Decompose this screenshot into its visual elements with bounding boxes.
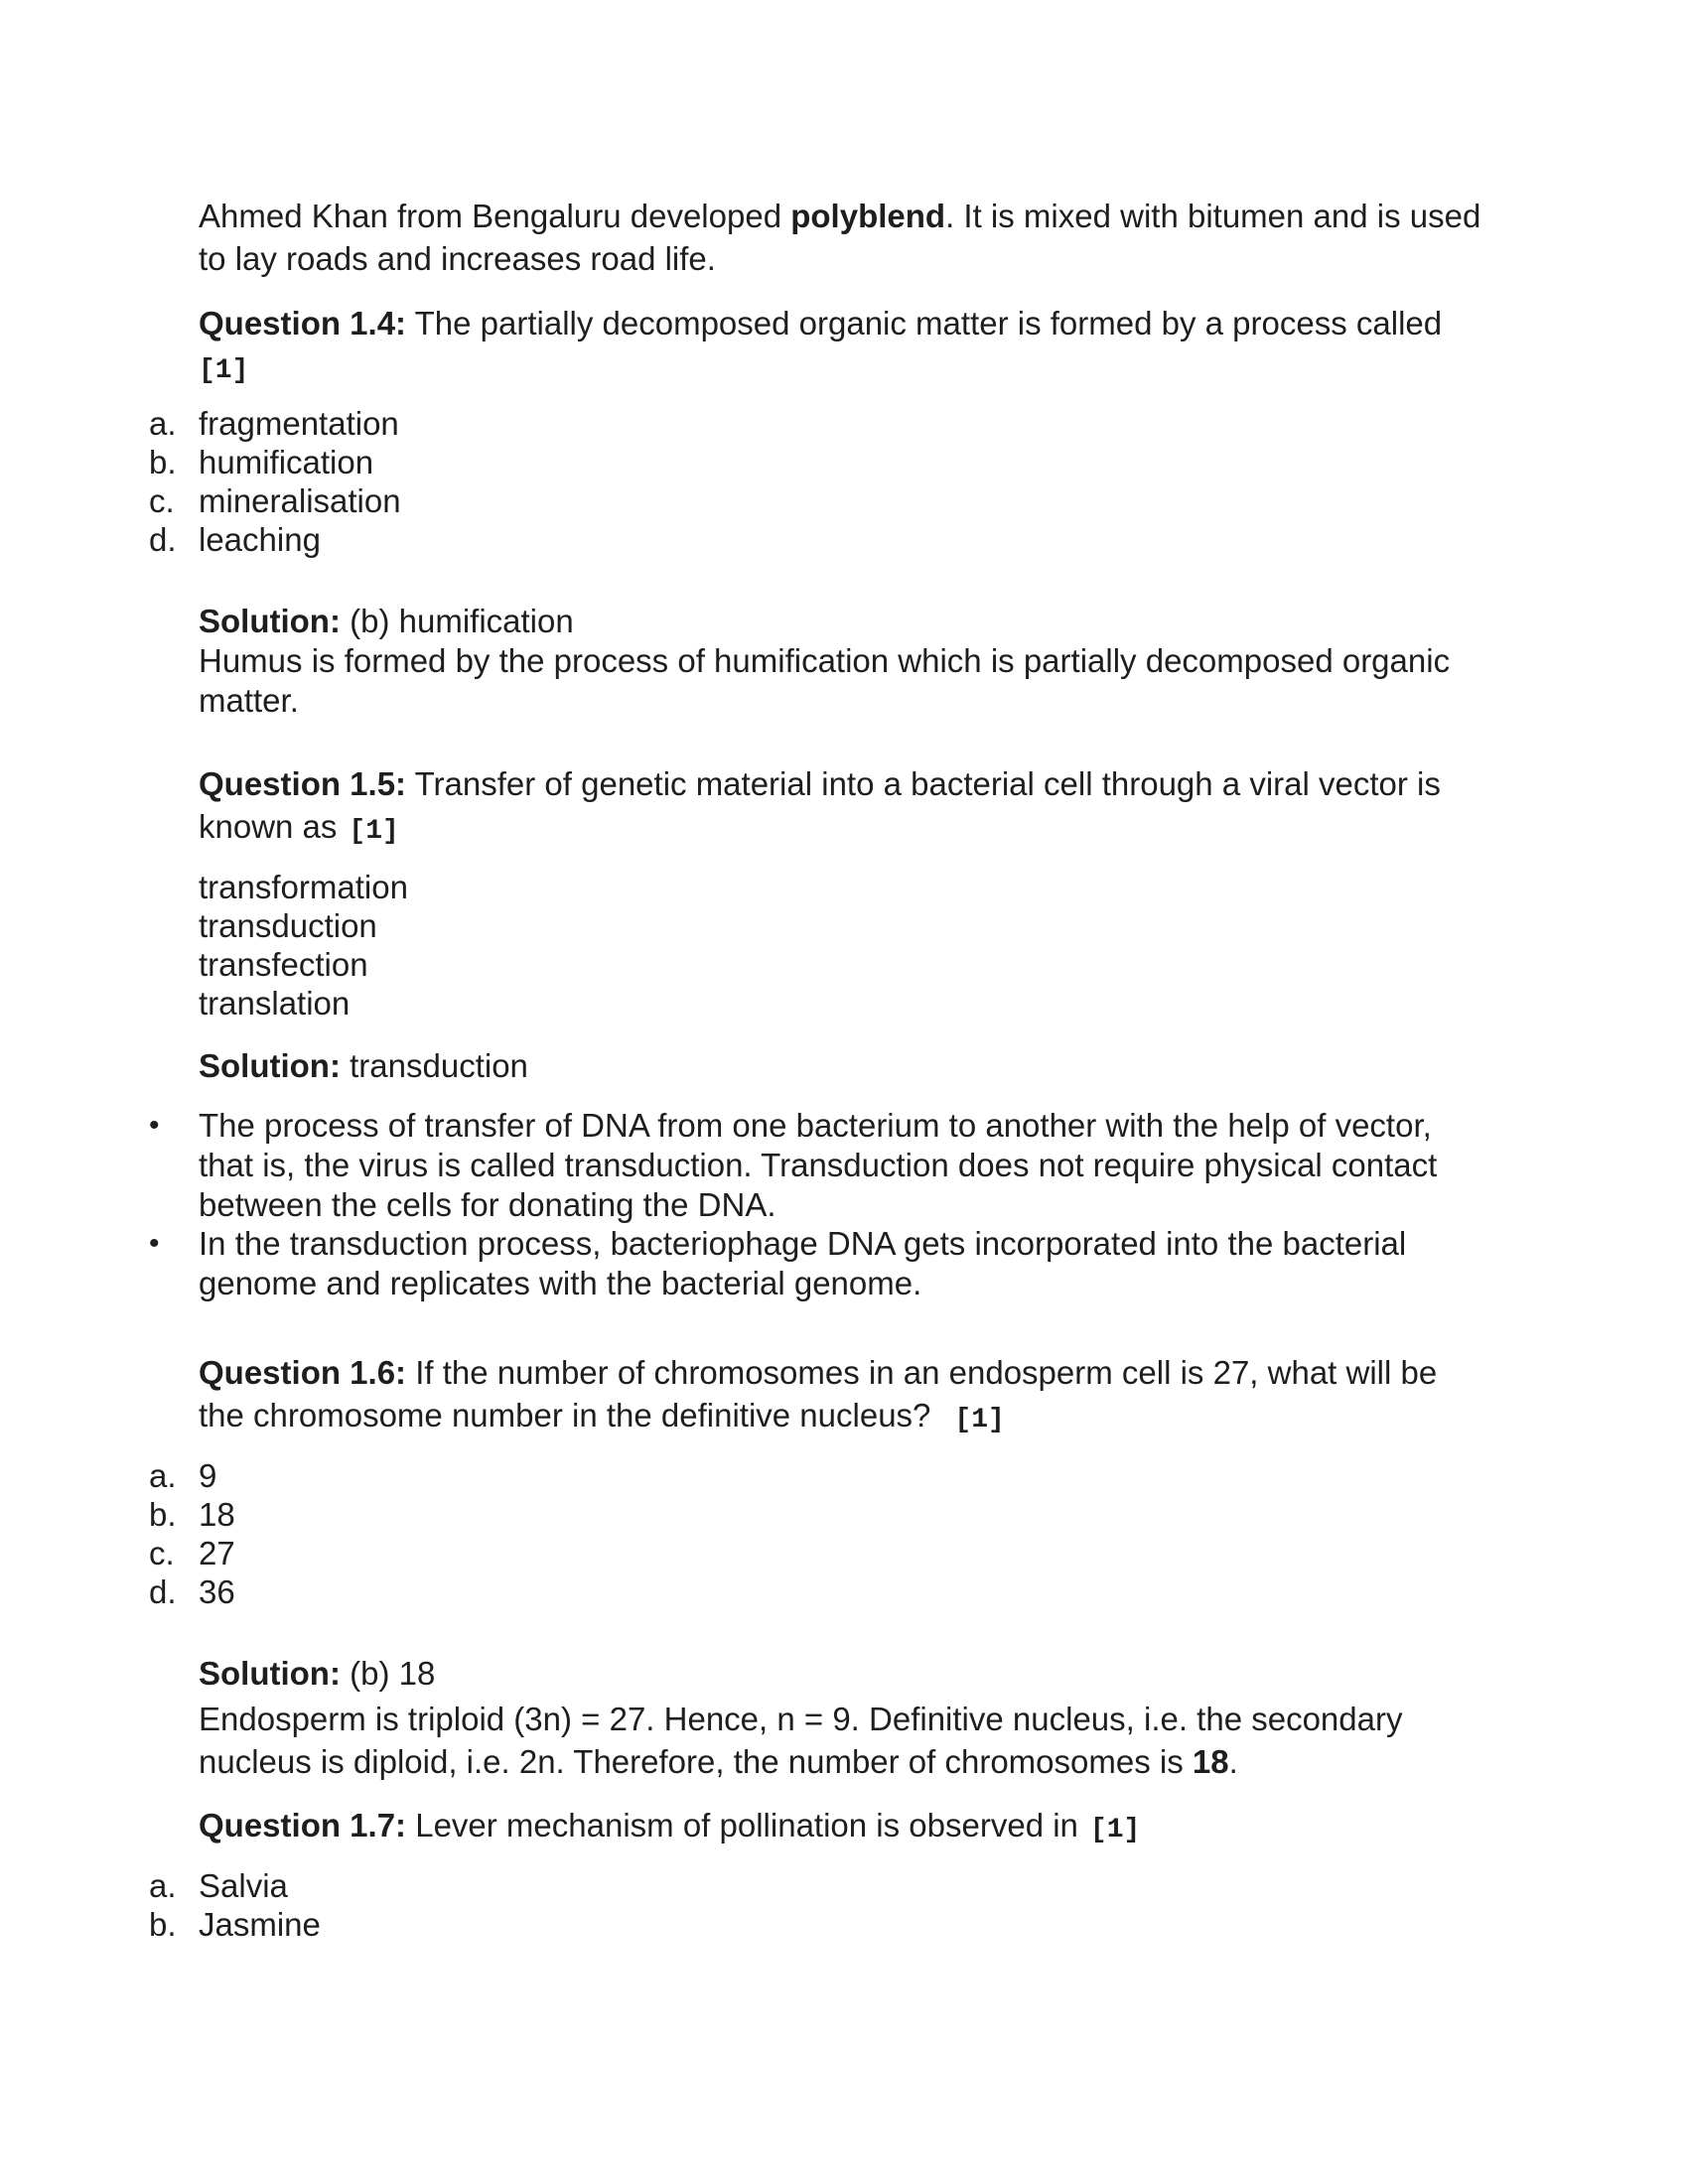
question-text: If the number of chromosomes in an endosperm cell is 27, what will be the chromosome number in the definitive nucleus? <box>199 1354 1438 1433</box>
question-marks: [1] <box>1089 1815 1141 1845</box>
question-1-4 <box>199 302 1489 392</box>
intro-text-after: . It is mixed with bitumen and is used to lay roads and increases road life. <box>199 198 1481 277</box>
option-b: b. 18 <box>149 1496 235 1533</box>
question-marks: [1] <box>954 1405 1005 1435</box>
question-1-7 <box>199 1804 1489 1851</box>
question-text: Transfer of genetic material into a bacterial cell through a viral vector is known as <box>199 765 1441 845</box>
question-marks: [1] <box>349 816 399 847</box>
solution-1-5: Solution: transduction <box>199 1047 528 1084</box>
question-1-5 <box>199 762 1489 853</box>
solution-1-4: Solution: (b) humification <box>199 603 574 639</box>
question-label: Question 1.5: <box>199 765 407 802</box>
bullet-item: • The process of transfer of DNA from one bacterium to another with the help of vector, that is, the virus is called transduction. Transduction does not require physical contact between the cells for donating the DNA. <box>149 1107 1438 1223</box>
explanation-1-4: Humus is formed by the process of humification which is partially decomposed organic matter. <box>199 642 1451 719</box>
question-text: The partially decomposed organic matter is formed by a process called <box>406 305 1443 341</box>
question-label: Question 1.6: <box>199 1354 407 1391</box>
question-1-6 <box>199 1351 1489 1441</box>
question-label: Question 1.7: <box>199 1807 407 1843</box>
option-3: transfection <box>199 946 368 983</box>
option-1: transformation <box>199 869 408 905</box>
question-label: Question 1.4: <box>199 305 407 341</box>
option-d: d. 36 <box>149 1573 235 1610</box>
option-4: translation <box>199 985 351 1022</box>
option-d: d. leaching <box>149 521 321 558</box>
option-b: b. humification <box>149 444 374 480</box>
bullet-icon: • <box>149 1109 160 1142</box>
question-marks: [1] <box>199 355 249 386</box>
option-c: c. 27 <box>149 1535 235 1571</box>
option-2: transduction <box>199 907 377 944</box>
intro-text-before: Ahmed Khan from Bengaluru developed <box>199 198 791 234</box>
option-b: b. Jasmine <box>149 1906 321 1943</box>
bullet-item: • In the transduction process, bacteriophage DNA gets incorporated into the bacterial genome and replicates with the bacterial genome. <box>149 1225 1407 1301</box>
option-a: a. Salvia <box>149 1867 288 1904</box>
intro-bold-term: polyblend <box>790 198 946 234</box>
option-c: c. mineralisation <box>149 482 401 519</box>
bullet-icon: • <box>149 1227 160 1260</box>
question-text: Lever mechanism of pollination is observed in <box>406 1807 1078 1843</box>
intro-paragraph <box>199 195 1489 280</box>
option-a: a. fragmentation <box>149 405 399 442</box>
explanation-1-6: Endosperm is triploid (3n) = 27. Hence, n = 9. Definitive nucleus, i.e. the secondary nucleus is diploid, i.e. 2n. Therefore, the number of chromosomes is 18. <box>199 1701 1403 1780</box>
option-a: a. 9 <box>149 1457 217 1494</box>
solution-1-6: Solution: (b) 18 <box>199 1655 436 1692</box>
